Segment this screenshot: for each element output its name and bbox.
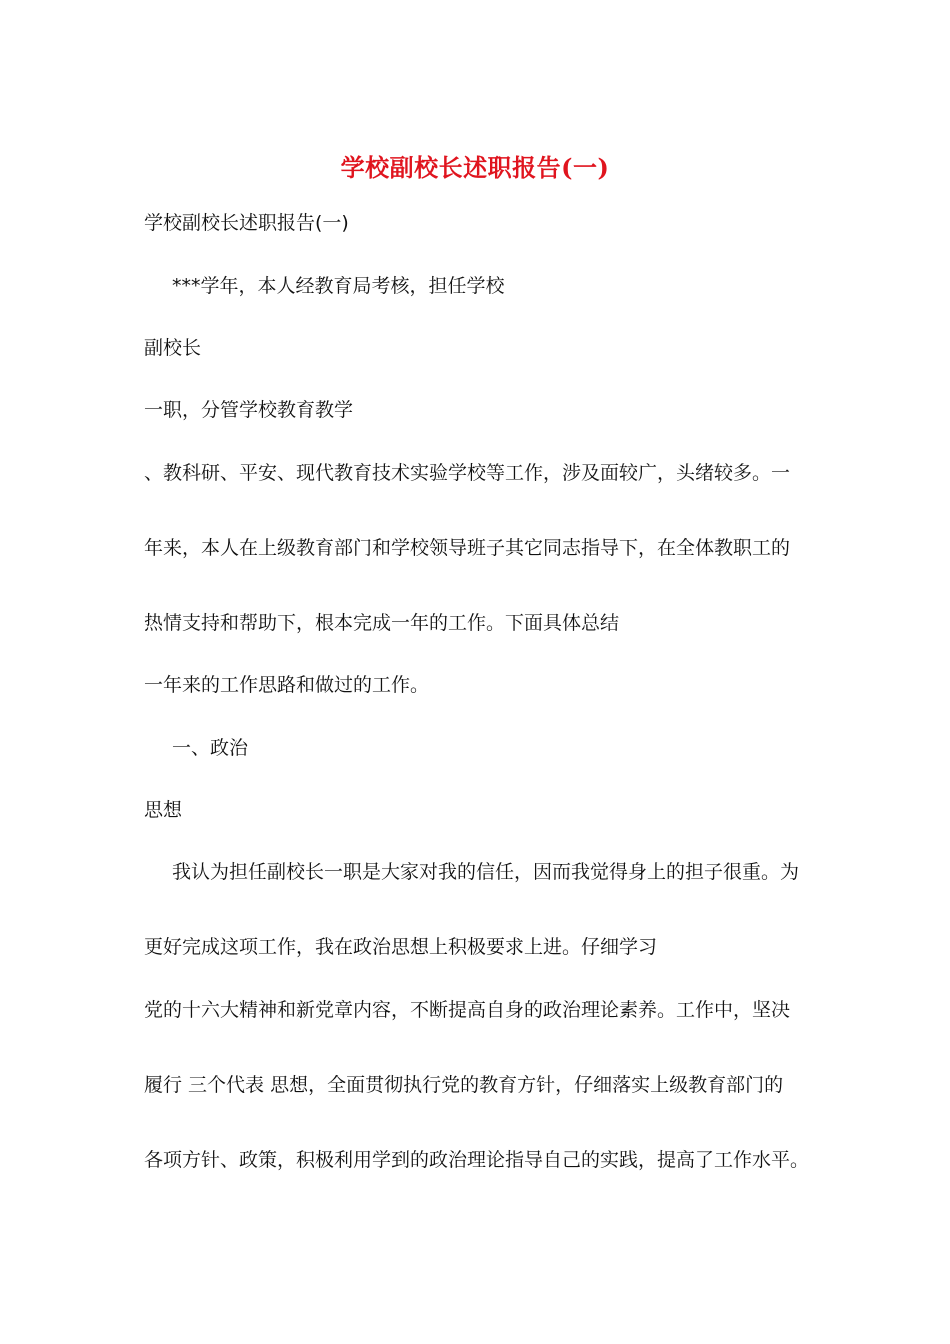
- paragraph-line: 更好完成这项工作，我在政治思想上积极要求上进。仔细学习: [144, 936, 658, 958]
- paragraph-line: 履行 三个代表 思想，全面贯彻执行党的教育方针，仔细落实上级教育部门的: [144, 1074, 784, 1096]
- subtitle-line: 学校副校长述职报告(一): [144, 212, 349, 234]
- paragraph-line: 、教科研、平安、现代教育技术实验学校等工作，涉及面较广，头绪较多。一: [144, 462, 791, 484]
- paragraph-line: 年来，本人在上级教育部门和学校领导班子其它同志指导下，在全体教职工的: [144, 537, 791, 559]
- paragraph-line: 一年来的工作思路和做过的工作。: [144, 674, 430, 696]
- paragraph-line: 副校长: [144, 337, 202, 359]
- paragraph-line: 各项方针、政策，积极利用学到的政治理论指导自己的实践，提高了工作水平。: [144, 1149, 810, 1171]
- paragraph-line: 思想: [144, 799, 183, 821]
- paragraph-line: 一职，分管学校教育教学: [144, 399, 354, 421]
- paragraph-line: ***学年，本人经教育局考核，担任学校: [172, 275, 505, 297]
- document-title: 学校副校长述职报告(一): [340, 153, 610, 182]
- paragraph-line: 热情支持和帮助下，根本完成一年的工作。下面具体总结: [144, 612, 620, 634]
- paragraph-line: 我认为担任副校长一职是大家对我的信任，因而我觉得身上的担子很重。为: [172, 861, 800, 883]
- paragraph-line: 党的十六大精神和新党章内容，不断提高自身的政治理论素养。工作中，坚决: [144, 999, 791, 1021]
- section-heading: 一、政治: [172, 737, 249, 759]
